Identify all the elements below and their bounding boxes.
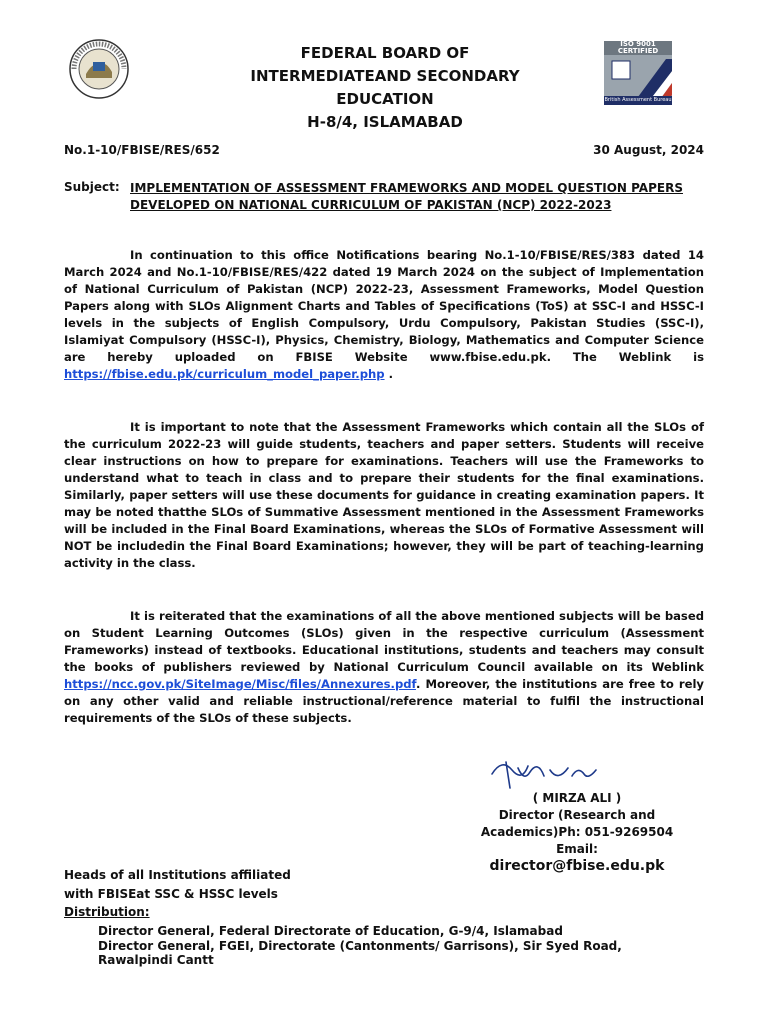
title-line-1: FEDERAL BOARD OF xyxy=(300,44,470,62)
annexures-link[interactable]: https://ncc.gov.pk/SiteImage/Misc/files/Annexures.pdf xyxy=(64,677,416,691)
paragraph-3-text: It is reiterated that the examinations of all the above mentioned subjects will be based on Student Learning Outcomes (SLOs) given in the respective curriculum (Assessment Frameworks) instead of textbooks. Educational institutions, students and teachers may consult the books of publishers reviewed by National Curriculum Council available on its Weblink xyxy=(64,609,704,674)
iso-sub-label: British Assessment Bureau xyxy=(604,97,672,103)
addressees-line-1: Heads of all Institutions affiliated xyxy=(64,868,291,882)
distribution-item: Director General, FGEI, Directorate (Cantonments/ Garrisons), Sir Syed Road, xyxy=(98,938,622,953)
iso-certified-badge xyxy=(604,41,672,105)
board-title xyxy=(200,42,570,134)
signatory-title-line-1: Director (Research and xyxy=(498,808,656,822)
subject-label: Subject: xyxy=(64,180,120,194)
reference-number: No.1-10/FBISE/RES/652 xyxy=(64,143,220,157)
signature xyxy=(488,752,608,792)
distribution-item: Rawalpindi Cantt xyxy=(98,953,214,967)
addressees-line-2: with FBISEat SSC & HSSC levels xyxy=(64,887,278,901)
distribution-label: Distribution: xyxy=(64,905,150,919)
paragraph-3-end: . Moreover, the institutions are free to rely on any other valid and reliable instructional/reference material to fulfil the instructional requirements of the SLOs of these subjects. xyxy=(64,677,704,725)
paragraph-1-text: In continuation to this office Notifications bearing No.1-10/FBISE/RES/383 dated 14 March 2024 and No.1-10/FBISE/RES/422 dated 19 March 2024 on the subject of Implementation of National Curriculum of Pakistan (NCP) 2022-23, Assessment Frameworks, Model Question Papers along with SLOs Alignment Charts and Tables of Specifications (ToS) at SSC-I and HSSC-I levels in the subjects of English Compulsory, Urdu Compulsory, Pakistan Studies (SSC-I), Islamiyat Compulsory (HSSC-I), Physics, Chemistry, Biology, Mathematics and Computer Science are hereby uploaded on FBISE Website www.fbise.edu.pk. The Weblink is xyxy=(64,248,704,364)
paragraph-1 xyxy=(64,247,704,383)
paragraph-2: It is important to note that the Assessment Frameworks which contain all the SLOs of the curriculum 2022-23 will guide students, teachers and paper setters. Students will receive clear instructions on how to prepare for examinations. Teachers will use the Frameworks to understand what to teach in class and to prepare their students for the final examinations. Similarly, paper setters will use these documents for guidance in creating examination papers. It may be noted thatthe SLOs of Summative Assessment mentioned in the Assessment Frameworks will be included in the Final Board Examinations, whereas the SLOs of Formative Assessment will NOT be includedin the Final Board Examinations; however, they will be part of teaching-learning activity in the class. xyxy=(64,420,704,570)
distribution-item: Director General, Federal Directorate of Education, G-9/4, Islamabad xyxy=(98,924,563,938)
letter-date: 30 August, 2024 xyxy=(593,143,704,157)
title-line-2: INTERMEDIATEAND SECONDARY xyxy=(250,67,520,85)
distribution-list xyxy=(98,924,698,968)
iso-label: ISO 9001 CERTIFIED xyxy=(604,41,672,55)
paragraph-3 xyxy=(64,608,704,727)
subject-text: IMPLEMENTATION OF ASSESSMENT FRAMEWORKS AND MODEL QUESTION PAPERS DEVELOPED ON NATIONAL CURRICULUM OF PAKISTAN (NCP) 2022-2023 xyxy=(130,181,683,212)
title-line-4: H-8/4, ISLAMABAD xyxy=(307,113,463,131)
signatory-title-line-2: Academics)Ph: 051-9269504 xyxy=(480,825,674,839)
paragraph-1-end: . xyxy=(384,367,393,381)
signatory-email: director@fbise.edu.pk xyxy=(489,858,665,874)
fbise-logo xyxy=(68,38,130,100)
title-line-3: EDUCATION xyxy=(336,90,434,108)
signatory-email-label: Email: xyxy=(556,842,598,856)
signatory-name: ( MIRZA ALI ) xyxy=(532,791,622,805)
curriculum-model-paper-link[interactable]: https://fbise.edu.pk/curriculum_model_paper.php xyxy=(64,367,385,381)
signatory-block xyxy=(463,790,691,858)
addressees xyxy=(64,866,364,904)
